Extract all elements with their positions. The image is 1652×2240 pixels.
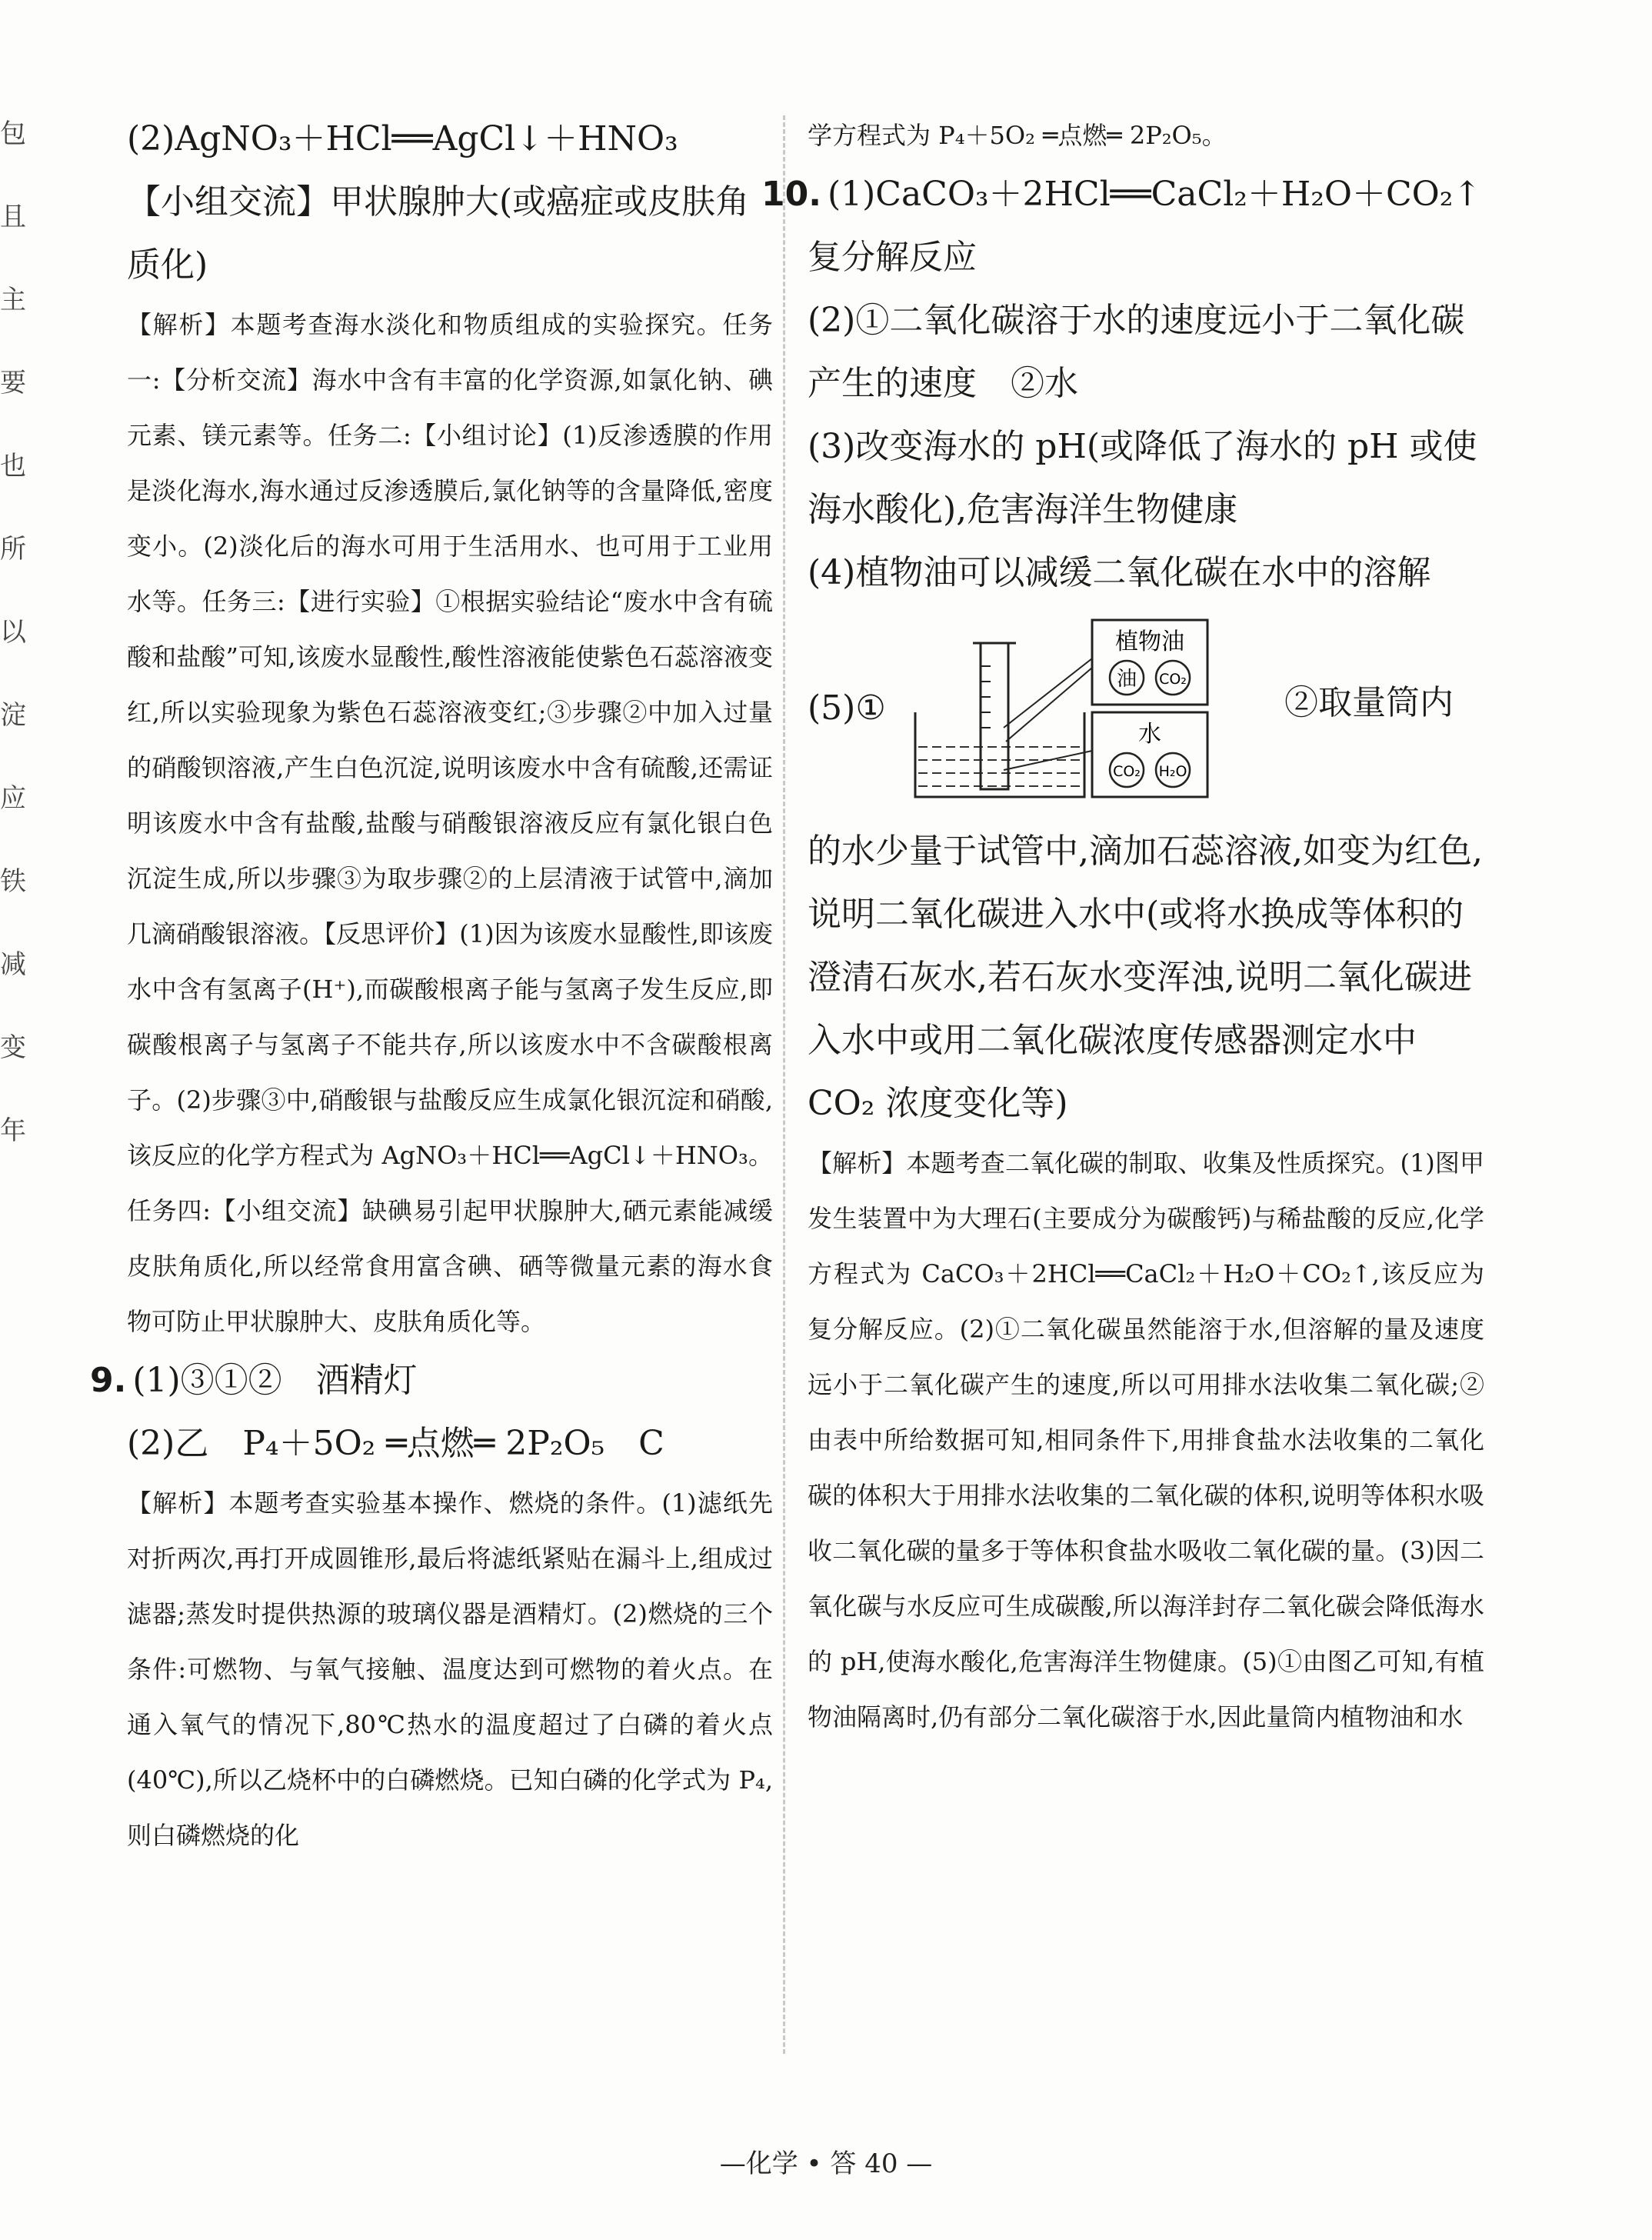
oil-box-label: 植物油 [1115,628,1184,655]
q10-number: 10. [761,175,821,214]
analysis-q10: 【解析】本题考查二氧化碳的制取、收集及性质探究。(1)图甲发生装置中为大理石(主要成分为碳酸钙)与稀盐酸的反应,化学方程式为 CaCO₃＋2HCl══CaCl₂＋H₂O＋CO₂↑,该反应为复分解反应。(2)①二氧化碳虽然能溶于水,但溶解的量及速度远小于二氧化碳产生的速度,所以可用排水法收集二氧化碳;②由表中所给数据可知,相同条件下,用排食盐水法收集的二氧化碳的体积大于用排水法收集的二氧化碳的体积,说明等体积水吸收二氧化碳的量多于等体积食盐水吸收二氧化碳的量。(3)因二氧化碳与水反应可生成碳酸,所以海洋封存二氧化碳会降低海水的 pH,使海水酸化,危害海洋生物健康。(5)①由图乙可知,有植物油隔离时,仍有部分二氧化碳溶于水,因此量筒内植物油和水 [808,1148,1484,1732]
analysis-q9-continued: 学方程式为 P₄＋5O₂ ═点燃═ 2P₂O₅。 [808,121,1227,150]
q10-part2: (2)①二氧化碳溶于水的速度远小于二氧化碳产生的速度 ②水 [808,301,1465,403]
q10-part3: (3)改变海水的 pH(或降低了海水的 pH 或使海水酸化),危害海洋生物健康 [808,427,1477,529]
q10-part1-text: (1)CaCO₃＋2HCl══CaCl₂＋H₂O＋CO₂↑ 复分解反应 [808,175,1516,277]
left-margin-fragments: 包且主要也所以淀应铁减变年 [0,118,26,1146]
right-column [761,108,1516,1745]
left-column [90,108,773,1863]
oil-co2-label: CO₂ [1159,671,1187,688]
analysis-q9: 【解析】本题考查实验基本操作、燃烧的条件。(1)滤纸先对折两次,再打开成圆锥形,最后将滤纸紧贴在漏斗上,组成过滤器;蒸发时提供热源的玻璃仪器是酒精灯。(2)燃烧的三个条件:可燃物、与氧气接触、温度达到可燃物的着火点。在通入氧气的情况下,80℃热水的温度超过了白磷的着火点(40℃),所以乙烧杯中的白磷燃烧。已知白磷的化学式为 P₄,则白磷燃烧的化 [127,1488,773,1850]
water-h2o-label: H₂O [1158,763,1187,780]
graduated-cylinder [981,643,1008,789]
beaker-diagram [908,612,1277,805]
q9-part1-text: (1)③①② 酒精灯 [132,1361,418,1400]
q10-part1 [761,163,1516,289]
water-co2-label: CO₂ [1113,763,1141,780]
analysis-q8: 【解析】本题考查海水淡化和物质组成的实验探究。任务一:【分析交流】海水中含有丰富的化学资源,如氯化钠、碘元素、镁元素等。任务二:【小组讨论】(1)反渗透膜的作用是淡化海水,海水通过反渗透膜后,氯化钠等的含量降低,密度变小。(2)淡化后的海水可用于生活用水、也可用于工业用水等。任务三:【进行实验】①根据实验结论“废水中含有硫酸和盐酸”可知,该废水显酸性,酸性溶液能使紫色石蕊溶液变红,所以实验现象为紫色石蕊溶液变红;③步骤②中加入过量的硝酸钡溶液,产生白色沉淀,说明该废水中含有硫酸,还需证明该废水中含有盐酸,盐酸与硝酸银溶液反应有氯化银白色沉淀生成,所以步骤③为取步骤②的上层清液于试管中,滴加几滴硝酸银溶液。【反思评价】(1)因为该废水显酸性,即该废水中含有氢离子(H⁺),而碳酸根离子能与氢离子发生反应,即碳酸根离子与氢离子不能共存,所以该废水中不含碳酸根离子。(2)步骤③中,硝酸银与盐酸反应生成氯化银沉淀和硝酸,该反应的化学方程式为 AgNO₃＋HCl══AgCl↓＋HNO₃。任务四:【小组交流】缺碘易引起甲状腺肿大,硒元素能减缓皮肤角质化,所以经常食用富含碘、硒等微量元素的海水食物可防止甲状腺肿大、皮肤角质化等。 [127,310,773,1336]
q9-part2: (2)乙 P₄＋5O₂ ═点燃═ 2P₂O₅ C [127,1424,664,1463]
q9-number: 9. [90,1361,127,1400]
q10-part5-continued: 的水少量于试管中,滴加石蕊溶液,如变为红色,说明二氧化碳进入水中(或将水换成等体积的澄清石灰水,若石灰水变浑浊,说明二氧化碳进入水中或用二氧化碳浓度传感器测定水中 CO₂ 浓度变化等) [808,832,1483,1123]
beaker-outline [915,712,1084,797]
q10-part5-right-label: ②取量筒内 [1284,683,1454,722]
oil-circle-label: 油 [1116,668,1137,691]
group-exchange-answer: 【小组交流】甲状腺肿大(或癌症或皮肤角质化) [127,182,750,285]
column-divider [783,115,785,2054]
page-footer: —化学 • 答 40 — [719,2148,933,2179]
q9-part1 [90,1349,773,1412]
q10-part5-diagram-row [808,612,1484,805]
q10-part4: (4)植物油可以减缓二氧化碳在水中的溶解 [808,553,1431,592]
equation-agno3: (2)AgNO₃＋HCl══AgCl↓＋HNO₃ [127,119,678,158]
water-box-label: 水 [1138,721,1161,748]
q10-part5-label: (5)① [808,688,886,728]
